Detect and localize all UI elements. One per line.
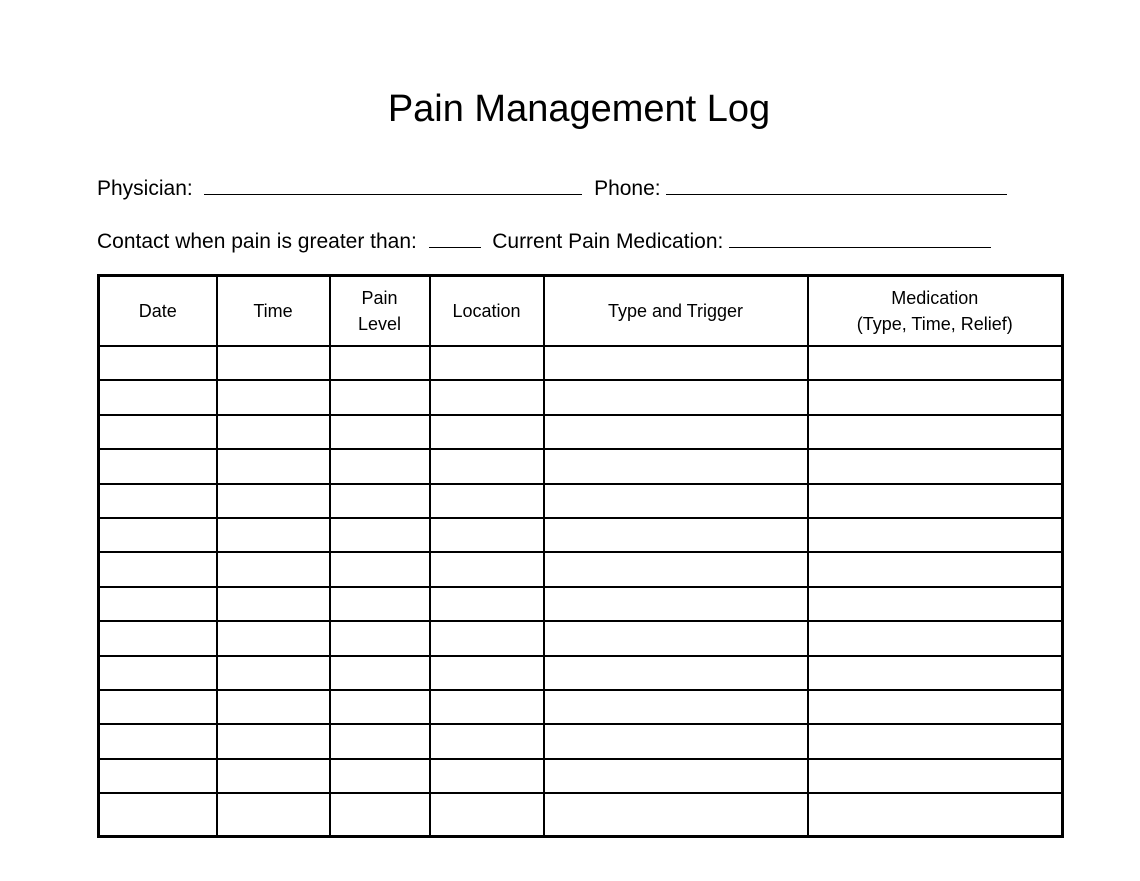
cell-medication[interactable] bbox=[808, 793, 1063, 836]
table-row bbox=[99, 724, 1063, 758]
cell-type-trigger[interactable] bbox=[544, 415, 808, 449]
cell-time[interactable] bbox=[217, 621, 330, 655]
cell-medication[interactable] bbox=[808, 449, 1063, 483]
cell-location[interactable] bbox=[430, 656, 544, 690]
cell-location[interactable] bbox=[430, 518, 544, 552]
cell-date[interactable] bbox=[99, 793, 217, 836]
cell-location[interactable] bbox=[430, 759, 544, 793]
cell-date[interactable] bbox=[99, 621, 217, 655]
page-title: Pain Management Log bbox=[387, 88, 771, 130]
cell-pain-level[interactable] bbox=[330, 415, 430, 449]
cell-date[interactable] bbox=[99, 380, 217, 414]
table-header-row bbox=[99, 276, 1063, 347]
table-row bbox=[99, 793, 1063, 836]
current-medication-label: Current Pain Medication: bbox=[492, 230, 724, 253]
cell-time[interactable] bbox=[217, 759, 330, 793]
cell-type-trigger[interactable] bbox=[544, 484, 808, 518]
contact-threshold-field[interactable] bbox=[429, 227, 481, 248]
cell-date[interactable] bbox=[99, 552, 217, 586]
cell-pain-level[interactable] bbox=[330, 552, 430, 586]
cell-date[interactable] bbox=[99, 484, 217, 518]
cell-location[interactable] bbox=[430, 690, 544, 724]
cell-date[interactable] bbox=[99, 690, 217, 724]
table-row bbox=[99, 380, 1063, 414]
cell-location[interactable] bbox=[430, 415, 544, 449]
cell-type-trigger[interactable] bbox=[544, 552, 808, 586]
cell-time[interactable] bbox=[217, 346, 330, 380]
cell-type-trigger[interactable] bbox=[544, 793, 808, 836]
current-medication-field[interactable] bbox=[729, 227, 991, 248]
phone-field[interactable] bbox=[666, 174, 1007, 195]
header-medication: Medication (Type, Time, Relief) bbox=[808, 276, 1063, 347]
cell-time[interactable] bbox=[217, 552, 330, 586]
cell-location[interactable] bbox=[430, 449, 544, 483]
table-row bbox=[99, 518, 1063, 552]
cell-time[interactable] bbox=[217, 656, 330, 690]
cell-location[interactable] bbox=[430, 793, 544, 836]
cell-time[interactable] bbox=[217, 449, 330, 483]
cell-location[interactable] bbox=[430, 724, 544, 758]
cell-location[interactable] bbox=[430, 621, 544, 655]
cell-location[interactable] bbox=[430, 587, 544, 621]
cell-pain-level[interactable] bbox=[330, 759, 430, 793]
cell-time[interactable] bbox=[217, 724, 330, 758]
physician-field[interactable] bbox=[204, 174, 582, 195]
header-type-trigger: Type and Trigger bbox=[544, 276, 808, 347]
cell-location[interactable] bbox=[430, 380, 544, 414]
cell-date[interactable] bbox=[99, 724, 217, 758]
cell-type-trigger[interactable] bbox=[544, 587, 808, 621]
cell-type-trigger[interactable] bbox=[544, 518, 808, 552]
cell-date[interactable] bbox=[99, 759, 217, 793]
cell-type-trigger[interactable] bbox=[544, 380, 808, 414]
cell-location[interactable] bbox=[430, 484, 544, 518]
cell-type-trigger[interactable] bbox=[544, 724, 808, 758]
cell-type-trigger[interactable] bbox=[544, 621, 808, 655]
cell-date[interactable] bbox=[99, 346, 217, 380]
table-row bbox=[99, 587, 1063, 621]
cell-location[interactable] bbox=[430, 552, 544, 586]
cell-medication[interactable] bbox=[808, 690, 1063, 724]
header-location: Location bbox=[430, 276, 544, 347]
cell-medication[interactable] bbox=[808, 759, 1063, 793]
table-row bbox=[99, 759, 1063, 793]
table-row bbox=[99, 690, 1063, 724]
cell-type-trigger[interactable] bbox=[544, 656, 808, 690]
table-row bbox=[99, 449, 1063, 483]
cell-date[interactable] bbox=[99, 518, 217, 552]
cell-time[interactable] bbox=[217, 484, 330, 518]
cell-pain-level[interactable] bbox=[330, 346, 430, 380]
cell-medication[interactable] bbox=[808, 380, 1063, 414]
cell-date[interactable] bbox=[99, 587, 217, 621]
cell-date[interactable] bbox=[99, 449, 217, 483]
cell-time[interactable] bbox=[217, 518, 330, 552]
cell-pain-level[interactable] bbox=[330, 484, 430, 518]
table-row bbox=[99, 415, 1063, 449]
cell-medication[interactable] bbox=[808, 587, 1063, 621]
cell-pain-level[interactable] bbox=[330, 518, 430, 552]
table-row bbox=[99, 656, 1063, 690]
cell-pain-level[interactable] bbox=[330, 587, 430, 621]
contact-threshold-label: Contact when pain is greater than: bbox=[97, 230, 417, 253]
cell-pain-level[interactable] bbox=[330, 380, 430, 414]
cell-time[interactable] bbox=[217, 793, 330, 836]
cell-time[interactable] bbox=[217, 690, 330, 724]
cell-pain-level[interactable] bbox=[330, 793, 430, 836]
header-pain-level: Pain Level bbox=[330, 276, 430, 347]
cell-time[interactable] bbox=[217, 380, 330, 414]
cell-medication[interactable] bbox=[808, 552, 1063, 586]
cell-medication[interactable] bbox=[808, 724, 1063, 758]
table-row bbox=[99, 621, 1063, 655]
cell-time[interactable] bbox=[217, 415, 330, 449]
physician-label: Physician: bbox=[97, 177, 193, 200]
phone-label: Phone: bbox=[594, 177, 661, 200]
cell-type-trigger[interactable] bbox=[544, 759, 808, 793]
physician-phone-line bbox=[97, 174, 1007, 202]
contact-medication-line bbox=[97, 227, 991, 255]
cell-type-trigger[interactable] bbox=[544, 690, 808, 724]
cell-medication[interactable] bbox=[808, 621, 1063, 655]
cell-pain-level[interactable] bbox=[330, 621, 430, 655]
pain-log-table bbox=[97, 274, 1064, 838]
header-date: Date bbox=[99, 276, 217, 347]
cell-time[interactable] bbox=[217, 587, 330, 621]
table-row bbox=[99, 552, 1063, 586]
table-row bbox=[99, 484, 1063, 518]
cell-pain-level[interactable] bbox=[330, 656, 430, 690]
cell-medication[interactable] bbox=[808, 415, 1063, 449]
cell-type-trigger[interactable] bbox=[544, 449, 808, 483]
cell-medication[interactable] bbox=[808, 656, 1063, 690]
cell-pain-level[interactable] bbox=[330, 449, 430, 483]
cell-pain-level[interactable] bbox=[330, 690, 430, 724]
cell-date[interactable] bbox=[99, 415, 217, 449]
table-body bbox=[99, 346, 1063, 837]
cell-pain-level[interactable] bbox=[330, 724, 430, 758]
table-row bbox=[99, 346, 1063, 380]
cell-medication[interactable] bbox=[808, 518, 1063, 552]
cell-medication[interactable] bbox=[808, 484, 1063, 518]
cell-type-trigger[interactable] bbox=[544, 346, 808, 380]
cell-date[interactable] bbox=[99, 656, 217, 690]
header-time: Time bbox=[217, 276, 330, 347]
cell-location[interactable] bbox=[430, 346, 544, 380]
cell-medication[interactable] bbox=[808, 346, 1063, 380]
